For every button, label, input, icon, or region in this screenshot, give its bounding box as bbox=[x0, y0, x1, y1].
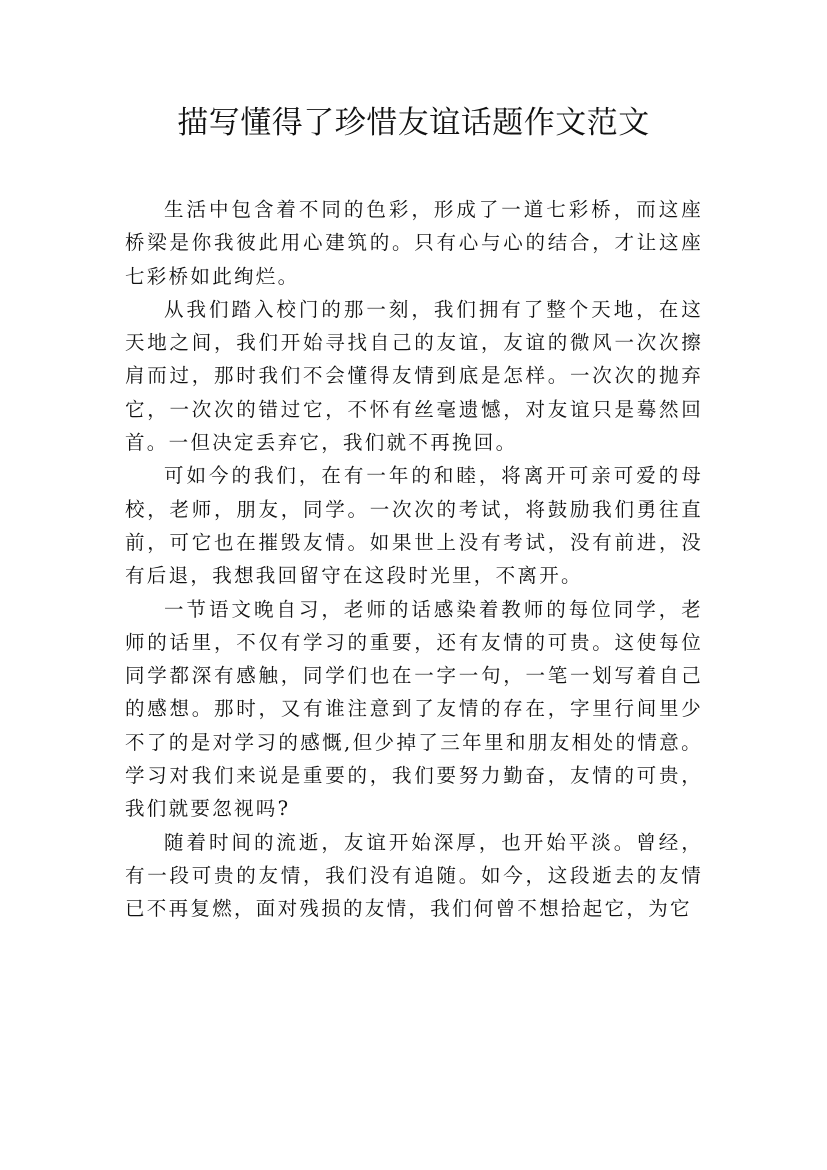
paragraph-3: 可如今的我们，在有一年的和睦，将离开可亲可爱的母校，老师，朋友，同学。一次次的考试，将鼓励我们勇往直前，可它也在摧毁友情。如果世上没有考试，没有前进，没有后退，我想我回留守在这段时光里，不离开。 bbox=[125, 464, 703, 588]
paragraph-1: 生活中包含着不同的色彩，形成了一道七彩桥，而这座桥梁是你我彼此用心建筑的。只有心与心的结合，才让这座七彩桥如此绚烂。 bbox=[125, 198, 703, 288]
paragraph-2: 从我们踏入校门的那一刻，我们拥有了整个天地，在这天地之间，我们开始寻找自己的友谊，友谊的微风一次次擦肩而过，那时我们不会懂得友情到底是怎样。一次次的抛弃它，一次次的错过它，不怀有丝毫遗憾，对友谊只是蓦然回首。一但决定丢弃它，我们就不再挽回。 bbox=[125, 297, 703, 455]
paragraph-5: 随着时间的流逝，友谊开始深厚，也开始平淡。曾经，有一段可贵的友情，我们没有追随。如今，这段逝去的友情已不再复燃，面对残损的友情，我们何曾不想拾起它，为它 bbox=[125, 830, 703, 921]
paragraph-4: 一节语文晚自习，老师的话感染着教师的每位同学，老师的话里，不仅有学习的重要，还有友情的可贵。这使每位同学都深有感触，同学们也在一字一句，一笔一划写着自己的感想。那时，又有谁注意到了友情的存在，字里行间里少不了的是对学习的感慨,但少掉了三年里和朋友相处的情意。学习对我们来说是重要的，我们要努力勤奋，友情的可贵，我们就要忽视吗? bbox=[125, 597, 703, 821]
document-title: 描写懂得了珍惜友谊话题作文范文 bbox=[177, 105, 650, 141]
document-body bbox=[125, 193, 703, 926]
